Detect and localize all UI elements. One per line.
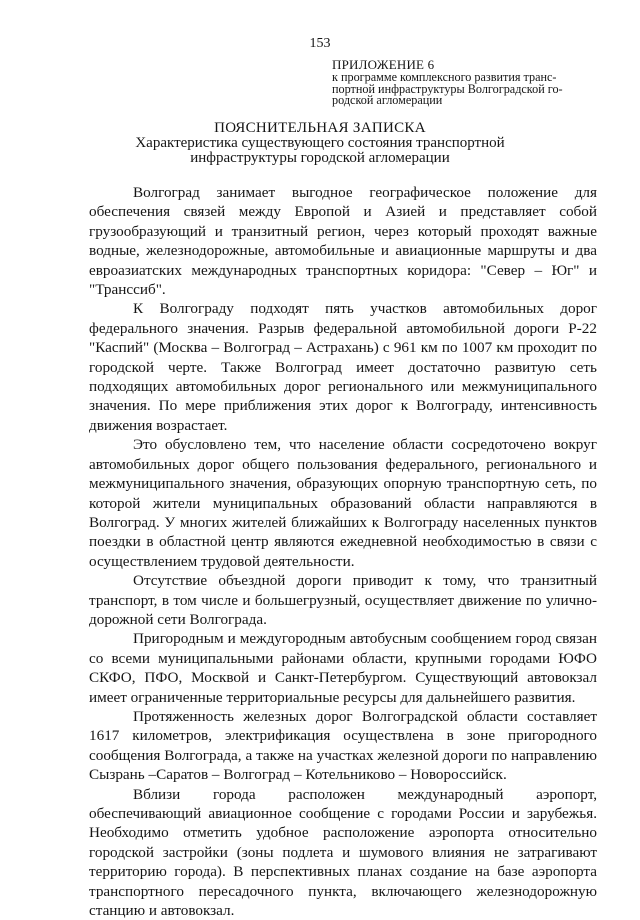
page-number: 153 xyxy=(309,36,331,51)
appendix-line: к программе комплексного развития транс- xyxy=(332,70,557,84)
paragraph: Протяженность железных дорог Волгоградской области составляет 1617 километров, электрификация осуществлена в зоне пригородного сообщения Волгограда, а также на участках железной дороги по направлению Сызрань –Саратов – Волгоград – Котельниково – Новороссийск. xyxy=(89,707,597,784)
document-body xyxy=(89,183,597,920)
title-block xyxy=(0,120,640,166)
appendix-line: портной инфраструктуры Волгоградской го- xyxy=(332,81,563,96)
appendix-header xyxy=(332,58,592,107)
document-subtitle: Характеристика существующего состояния транспортной инфраструктуры городской агломерации xyxy=(135,135,505,166)
paragraph: Это обусловлено тем, что население области сосредоточено вокруг автомобильных дорог общего пользования федерального, регионального и межмуниципального значения, образующих опорную транспортную сеть, по которой жители муниципальных образований области направляются в Волгоград. У многих жителей ближайших к Волгограду населенных пунктов поездки в областной центр являются ежедневной необходимостью в связи с осуществлением трудовой деятельности. xyxy=(89,436,597,570)
paragraph: Волгоград занимает выгодное географическое положение для обеспечения связей между Европой и Азией и представляет собой грузообразующий и транзитный регион, через который проходят важные водные, железнодорожные, автомобильные и авиационные маршруты и два евроазиатских международных транспортных коридора: "Север – Юг" и "Транссиб". xyxy=(89,184,597,299)
appendix-title: ПРИЛОЖЕНИЕ 6 xyxy=(332,57,435,72)
paragraph: Пригородным и междугородным автобусным сообщением город связан со всеми муниципальными районами области, крупными городами ЮФО СКФО, ПФО, Москвой и Санкт-Петербургом. Существующий автовокзал имеет ограниченные территориальные ресурсы для дальнейшего развития. xyxy=(89,630,597,706)
paragraph: К Волгограду подходят пять участков автомобильных дорог федерального значения. Разрыв федеральной автомобильной дороги Р-22 "Каспий" (Москва – Волгоград – Астрахань) с 961 км по 1007 км проходит по городской черте. Также Волгоград имеет достаточно развитую сеть подходящих автомобильных дорог регионального или межмуниципального значения. По мере приближения этих дорог к Волгограду, интенсивность движения возрастает. xyxy=(89,300,597,434)
paragraph: Вблизи города расположен международный аэропорт, обеспечивающий авиационное сообщение с городами России и зарубежья. Необходимо отметить удобное расположение аэропорта относительно городской застройки (зоны подлета и шумового влияния не затрагивают территорию города). В перспективных планах создание на базе аэропорта транспортного пересадочного пункта, включающего железнодорожную станцию и автовокзал. xyxy=(89,785,597,920)
paragraph: Отсутствие объездной дороги приводит к тому, что транзитный транспорт, в том числе и большегрузный, осуществляет движение по улично-дорожной сети Волгограда. xyxy=(89,572,597,628)
appendix-line: родской агломерации xyxy=(332,93,443,107)
document-title: ПОЯСНИТЕЛЬНАЯ ЗАПИСКА xyxy=(214,120,426,136)
